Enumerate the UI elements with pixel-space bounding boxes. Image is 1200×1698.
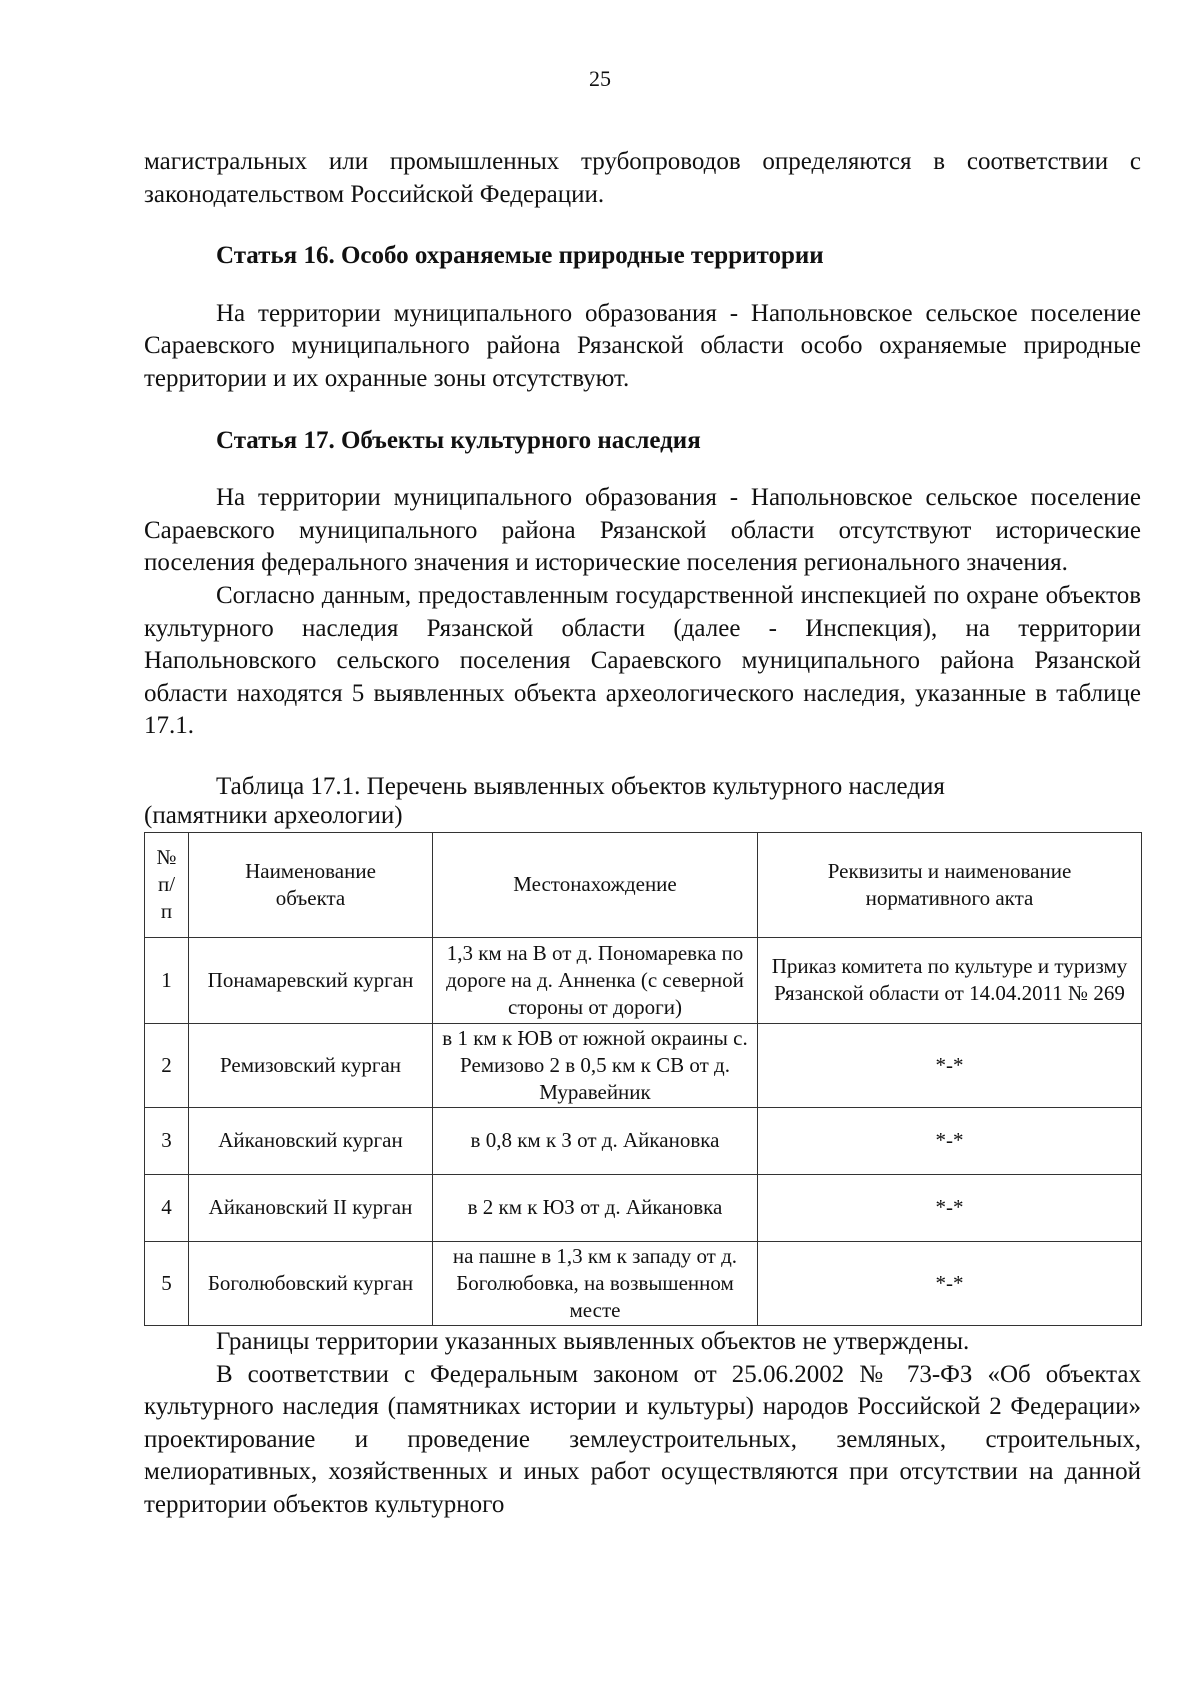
row-requisites: Приказ комитета по культуре и туризму Рязанской области от 14.04.2011 № 269 bbox=[758, 937, 1142, 1023]
row-name: Понамаревский курган bbox=[189, 937, 433, 1023]
after-table-paragraph-1: Границы территории указанных выявленных объектов не утверждены. bbox=[216, 1327, 970, 1355]
row-name: Ремизовский курган bbox=[189, 1023, 433, 1107]
row-name: Айкановский II курган bbox=[189, 1174, 433, 1241]
row-location: на пашне в 1,3 км к западу от д. Боголюбовка, на возвышенном месте bbox=[433, 1241, 758, 1325]
table-row bbox=[145, 1107, 1142, 1174]
row-requisites: *-* bbox=[758, 1174, 1142, 1241]
header-num: № п/ п bbox=[145, 832, 189, 937]
after-table-paragraph-2: В соответствии с Федеральным законом от 25.06.2002 № 73-ФЗ «Об объектах культурного наследия (памятниках истории и культуры) народов Российской 2 Федерации» проектирование и проведение землеустроительных, земляных, строительных, мелиоративных, хозяйственных и иных работ осуществляются при отсутствии на данной территории объектов культурного bbox=[144, 1360, 1141, 1518]
header-requisites: Реквизиты и наименование нормативного акта bbox=[758, 832, 1142, 937]
row-name: Боголюбовский курган bbox=[189, 1241, 433, 1325]
row-requisites: *-* bbox=[758, 1241, 1142, 1325]
table-header-row bbox=[145, 832, 1142, 937]
table-row bbox=[145, 1174, 1142, 1241]
table-row bbox=[145, 1241, 1142, 1325]
table-row bbox=[145, 937, 1142, 1023]
table-caption-line-1: Таблица 17.1. Перечень выявленных объектов культурного наследия bbox=[216, 772, 945, 800]
document-body bbox=[144, 146, 1141, 1521]
row-requisites: *-* bbox=[758, 1107, 1142, 1174]
article-17-heading: Статья 17. Объекты культурного наследия bbox=[216, 426, 701, 454]
table-row bbox=[145, 1023, 1142, 1107]
row-location: 1,3 км на В от д. Пономаревка по дороге на д. Анненка (с северной стороны от дороги) bbox=[433, 937, 758, 1023]
row-location: в 1 км к ЮВ от южной окраины с. Ремизово 2 в 0,5 км к СВ от д. Муравейник bbox=[433, 1023, 758, 1107]
article-16-heading: Статья 16. Особо охраняемые природные территории bbox=[216, 242, 824, 270]
header-name: Наименование объекта bbox=[189, 832, 433, 937]
row-num: 5 bbox=[145, 1241, 189, 1325]
header-location: Местонахождение bbox=[433, 832, 758, 937]
row-requisites: *-* bbox=[758, 1023, 1142, 1107]
row-location: в 2 км к ЮЗ от д. Айкановка bbox=[433, 1174, 758, 1241]
row-num: 3 bbox=[145, 1107, 189, 1174]
table-caption-line-2: (памятники археологии) bbox=[144, 801, 403, 829]
table-caption bbox=[144, 772, 1141, 830]
row-num: 1 bbox=[145, 937, 189, 1023]
row-num: 2 bbox=[145, 1023, 189, 1107]
article-17-paragraph-1: На территории муниципального образования - Напольновское сельское поселение Сараевского муниципального района Рязанской области отсутствуют исторические поселения федерального значения и исторические поселения регионального значения. bbox=[144, 484, 1141, 577]
page-number: 25 bbox=[589, 66, 611, 91]
intro-paragraph: магистральных или промышленных трубопроводов определяются в соответствии с законодательством Российской Федерации. bbox=[144, 148, 1141, 208]
article-16-paragraph: На территории муниципального образования - Напольновское сельское поселение Сараевского муниципального района Рязанской области особо охраняемые природные территории и их охранные зоны отсутствуют. bbox=[144, 299, 1141, 392]
row-location: в 0,8 км к З от д. Айкановка bbox=[433, 1107, 758, 1174]
row-name: Айкановский курган bbox=[189, 1107, 433, 1174]
row-num: 4 bbox=[145, 1174, 189, 1241]
heritage-objects-table bbox=[144, 832, 1142, 1326]
article-17-paragraph-2: Согласно данным, предоставленным государственной инспекцией по охране объектов культурного наследия Рязанской области (далее - Инспекция), на территории Напольновского сельского поселения Сараевского муниципального района Рязанской области находятся 5 выявленных объекта археологического наследия, указанные в таблице 17.1. bbox=[144, 581, 1141, 740]
